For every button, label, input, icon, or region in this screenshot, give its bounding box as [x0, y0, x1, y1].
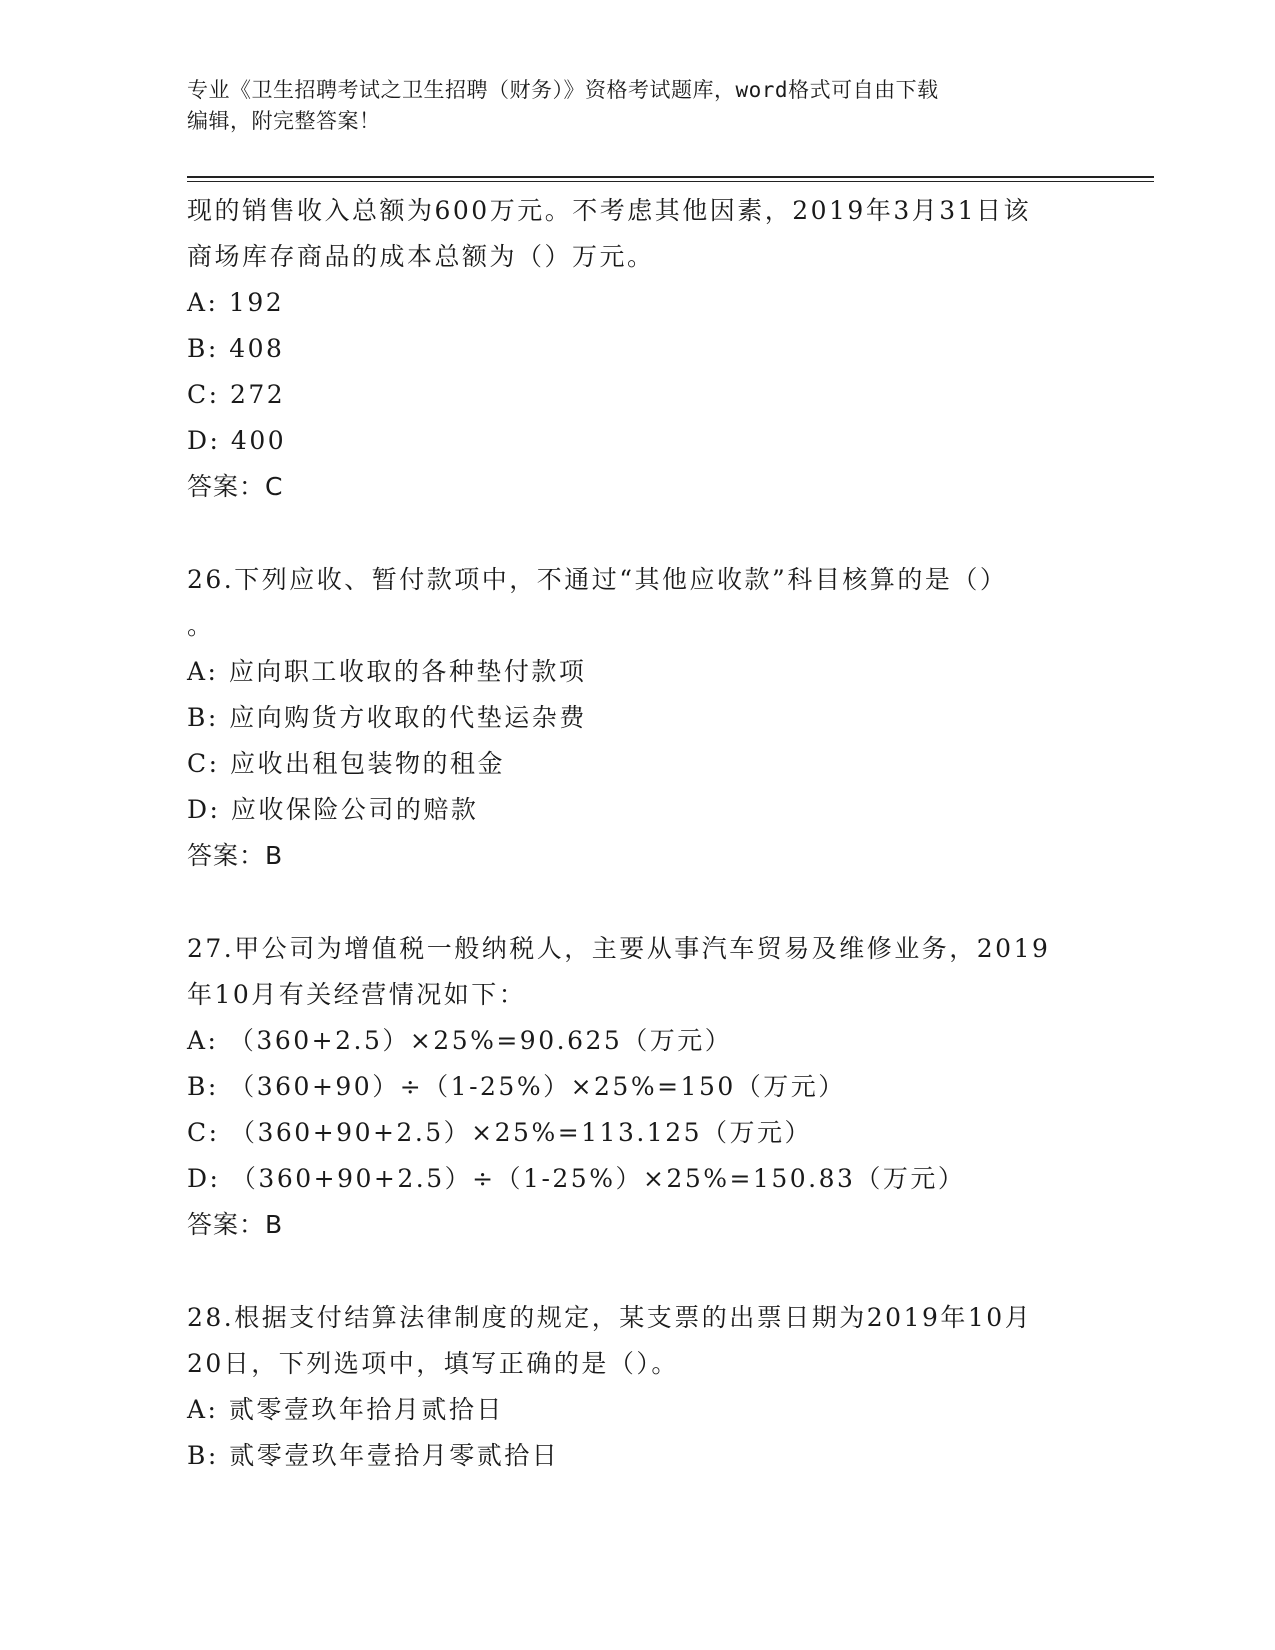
option-a: A: 贰零壹玖年拾月贰拾日 — [187, 1395, 504, 1424]
header-line-1: 专业《卫生招聘考试之卫生招聘（财务）》资格考试题库，word格式可自由下载 — [187, 78, 939, 102]
document-body — [187, 188, 1077, 1479]
header-divider-thick — [187, 176, 1154, 178]
option-b: B: 408 — [187, 334, 285, 363]
question-text-line: 现的销售收入总额为600万元。不考虑其他因素，2019年3月31日该 — [187, 196, 1032, 225]
option-b: B: 应向购货方收取的代垫运杂费 — [187, 703, 587, 732]
answer: 答案：B — [187, 1210, 284, 1239]
option-a: A: 应向职工收取的各种垫付款项 — [187, 657, 587, 686]
option-d: D: （360+90+2.5）÷（1-25%）×25%=150.83（万元） — [187, 1164, 966, 1193]
question-27 — [187, 926, 1077, 1248]
option-c: C: （360+90+2.5）×25%=113.125（万元） — [187, 1118, 813, 1147]
option-b: B: （360+90）÷（1-25%）×25%=150（万元） — [187, 1072, 846, 1101]
question-text-line: 28.根据支付结算法律制度的规定，某支票的出票日期为2019年10月 — [187, 1303, 1033, 1332]
document-header — [187, 75, 1087, 137]
question-25 — [187, 188, 1077, 510]
option-d: D: 应收保险公司的赔款 — [187, 795, 479, 824]
answer: 答案：B — [187, 841, 284, 870]
option-c: C: 应收出租包装物的租金 — [187, 749, 505, 778]
option-d: D: 400 — [187, 426, 287, 455]
question-text-line: 年10月有关经营情况如下： — [187, 980, 527, 1009]
question-text-line: 20日，下列选项中，填写正确的是（）。 — [187, 1349, 679, 1378]
question-text-line: 27.甲公司为增值税一般纳税人，主要从事汽车贸易及维修业务，2019 — [187, 934, 1051, 963]
answer: 答案：C — [187, 472, 284, 501]
option-b: B: 贰零壹玖年壹拾月零贰拾日 — [187, 1441, 560, 1470]
option-c: C: 272 — [187, 380, 286, 409]
header-divider-thin — [187, 181, 1154, 182]
question-text-line: 。 — [187, 611, 215, 640]
header-line-2: 编辑，附完整答案！ — [187, 109, 381, 133]
question-text-line: 26.下列应收、暂付款项中，不通过“其他应收款”科目核算的是（） — [187, 565, 1008, 594]
question-text-line: 商场库存商品的成本总额为（）万元。 — [187, 242, 655, 271]
option-a: A: 192 — [187, 288, 285, 317]
question-28 — [187, 1295, 1077, 1479]
option-a: A: （360+2.5）×25%=90.625（万元） — [187, 1026, 733, 1055]
question-26 — [187, 557, 1077, 879]
